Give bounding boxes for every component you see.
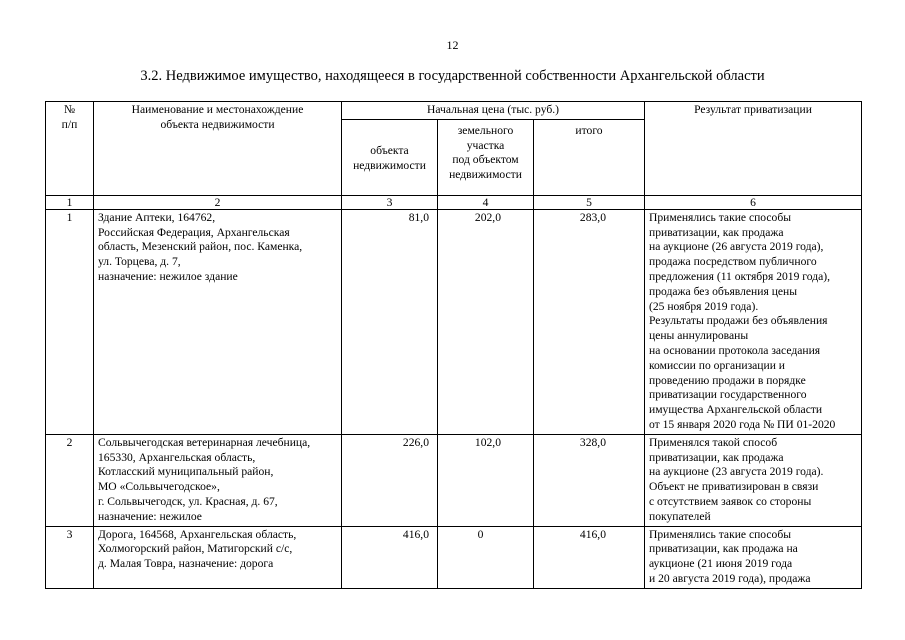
column-number: 5 (534, 195, 645, 209)
header-name: Наименование и местонахождение объекта недвижимости (94, 102, 342, 196)
page-title: 3.2. Недвижимое имущество, находящееся в государственной собственности Архангельской области (140, 68, 765, 84)
header-result: Результат приватизации (645, 102, 862, 196)
column-number: 6 (645, 195, 862, 209)
row-price-total: 416,0 (534, 526, 645, 588)
row-price-total: 283,0 (534, 209, 645, 434)
row-price-object: 226,0 (342, 434, 438, 526)
column-number: 2 (94, 195, 342, 209)
header-price-land: земельного участка под объектом недвижимости (438, 119, 534, 195)
row-name: Дорога, 164568, Архангельская область, Холмогорский район, Матигорский с/с, д. Малая Товра, назначение: дорога (94, 526, 342, 588)
table-row (46, 526, 862, 588)
header-price-group: Начальная цена (тыс. руб.) (342, 102, 645, 120)
row-price-land: 0 (438, 526, 534, 588)
row-name: Здание Аптеки, 164762, Российская Федерация, Архангельская область, Мезенский район, пос. Каменка, ул. Торцева, д. 7, назначение: нежилое здание (94, 209, 342, 434)
column-number: 1 (46, 195, 94, 209)
row-result: Применялись такие способы приватизации, как продажа на аукционе (26 августа 2019 года), продажа посредством публичного предложения (11 октября 2019 года), продажа без объявления цены (25 ноября 2019 года). Результаты продажи без объявления цены аннулированы на основании протокола заседания комиссии по организации и проведению продажи в порядке приватизации государственного имущества Архангельской области от 15 января 2020 года № ПИ 01-2020 (645, 209, 862, 434)
table-row (46, 209, 862, 434)
privatization-table (45, 101, 862, 589)
row-num: 3 (46, 526, 94, 588)
header-num: № п/п (46, 102, 94, 196)
column-number: 4 (438, 195, 534, 209)
row-num: 2 (46, 434, 94, 526)
page-number: 12 (446, 38, 459, 52)
column-number: 3 (342, 195, 438, 209)
row-result: Применялись такие способы приватизации, как продажа на аукционе (21 июня 2019 года и 20 августа 2019 года), продажа (645, 526, 862, 588)
header-price-object: объекта недвижимости (342, 119, 438, 195)
row-price-object: 416,0 (342, 526, 438, 588)
header-price-total: итого (534, 119, 645, 195)
row-price-total: 328,0 (534, 434, 645, 526)
table-row (46, 434, 862, 526)
column-number-row (46, 195, 862, 209)
row-price-land: 202,0 (438, 209, 534, 434)
header-row-1 (46, 102, 862, 120)
row-price-land: 102,0 (438, 434, 534, 526)
row-num: 1 (46, 209, 94, 434)
row-name: Сольвычегодская ветеринарная лечебница, 165330, Архангельская область, Котласский муниципальный район, МО «Сольвычегодское», г. Сольвычегодск, ул. Красная, д. 67, назначение: нежилое (94, 434, 342, 526)
row-price-object: 81,0 (342, 209, 438, 434)
row-result: Применялся такой способ приватизации, как продажа на аукционе (23 августа 2019 года). Объект не приватизирован в связи с отсутствием заявок со стороны покупателей (645, 434, 862, 526)
